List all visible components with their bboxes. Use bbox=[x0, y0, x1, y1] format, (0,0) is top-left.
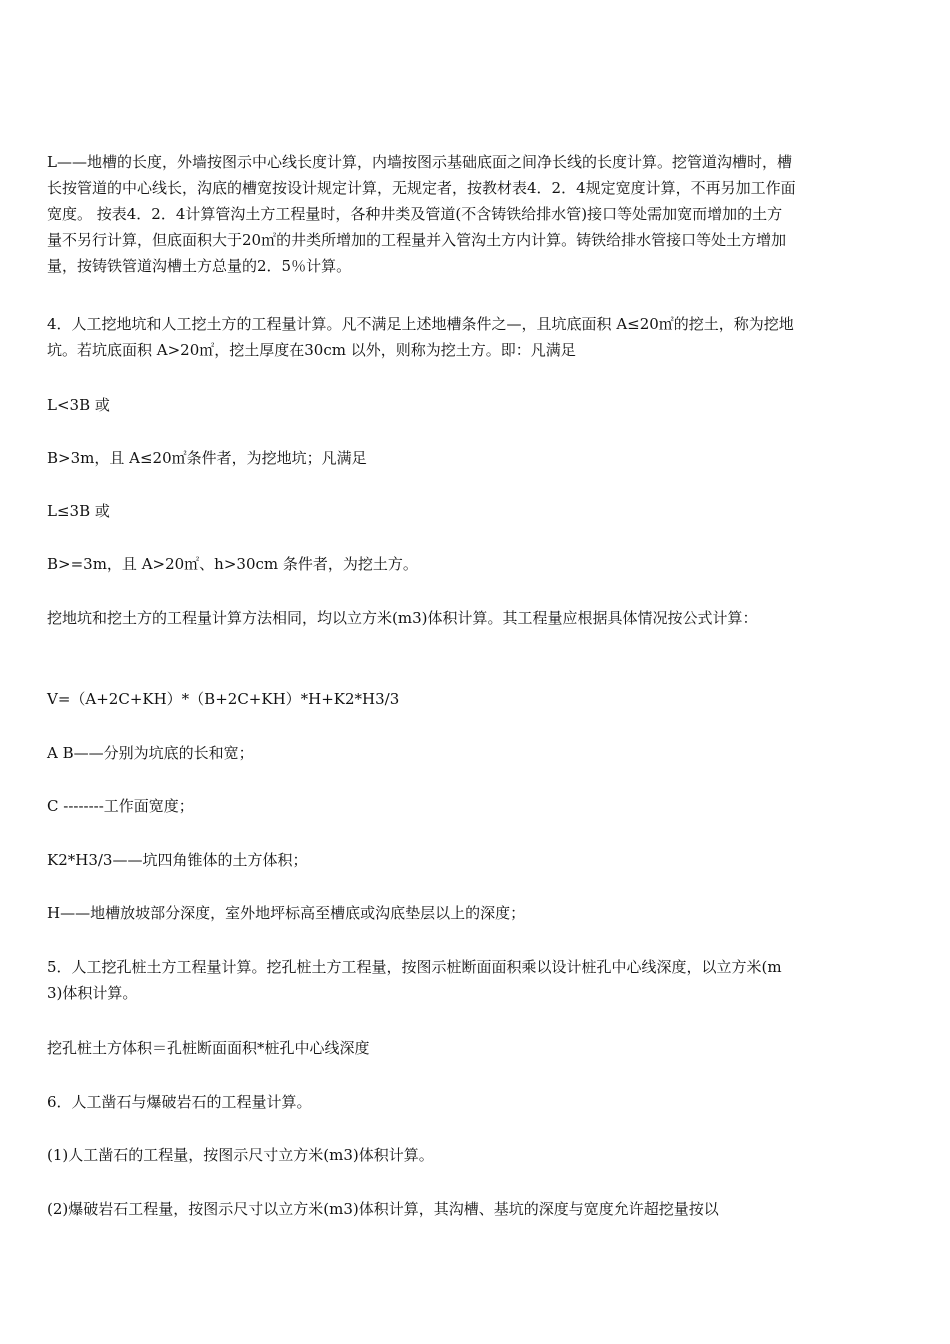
paragraph-item-5: 5．人工挖孔桩土方工程量计算。挖孔桩土方工程量，按图示桩断面面积乘以设计桩孔中心线深度，以立方米(m3)体积计算。 bbox=[47, 958, 782, 1002]
paragraph-item-4: 4．人工挖地坑和人工挖土方的工程量计算。凡不满足上述地槽条件之—，且坑底面积 A≤20㎡的挖土，称为挖地坑。若坑底面积 A>20㎡，挖土厚度在30cm 以外，则称为挖土方。即：凡满足 bbox=[47, 315, 794, 359]
formula-pile-volume: 挖孔桩土方体积＝孔桩断面面积*桩孔中心线深度 bbox=[47, 1039, 370, 1057]
paragraph-calculation-method: 挖地坑和挖土方的工程量计算方法相同，均以立方米(m3)体积计算。其工程量应根据具体情况按公式计算： bbox=[47, 609, 758, 627]
condition-line-2: B>3m，且 A≤20㎡条件者，为挖地坑；凡满足 bbox=[47, 449, 367, 467]
formula-volume: V=（A+2C+KH）*（B+2C+KH）*H+K2*H3/3 bbox=[47, 690, 400, 708]
condition-line-1: L<3B 或 bbox=[47, 396, 110, 414]
condition-line-3: L≤3B 或 bbox=[47, 502, 110, 520]
definition-h: H——地槽放坡部分深度，室外地坪标高至槽底或沟底垫层以上的深度； bbox=[47, 904, 526, 922]
definition-c: C --------工作面宽度； bbox=[47, 797, 194, 815]
paragraph-item-6-1: (1)人工凿石的工程量，按图示尺寸立方米(m3)体积计算。 bbox=[47, 1146, 434, 1164]
definition-k2: K2*H3/3——坑四角锥体的土方体积； bbox=[47, 851, 308, 869]
paragraph-item-6: 6．人工凿石与爆破岩石的工程量计算。 bbox=[47, 1093, 312, 1111]
definition-ab: A B——分别为坑底的长和宽； bbox=[47, 744, 254, 762]
paragraph-trench-length: L——地槽的长度，外墙按图示中心线长度计算，内墙按图示基础底面之间净长线的长度计算。挖管道沟槽时，槽长按管道的中心线长，沟底的槽宽按设计规定计算，无规定者，按教材表4．2．4规定宽度计算，不再另加工作面宽度。 按表4．2．4计算管沟土方工程量时，各种井类及管道(不含铸铁给排水管)接口等处需加宽而增加的土方量不另行计算，但底面积大于20㎡的井类所增加的工程量并入管沟土方内计算。铸铁给排水管接口等处土方增加量，按铸铁管道沟槽土方总量的2．5％计算。 bbox=[47, 153, 796, 275]
paragraph-item-6-2: (2)爆破岩石工程量，按图示尺寸以立方米(m3)体积计算，其沟槽、基坑的深度与宽度允许超挖量按以 bbox=[47, 1200, 719, 1218]
condition-line-4: B>=3m，且 A>20㎡、h>30cm 条件者，为挖土方。 bbox=[47, 555, 418, 573]
